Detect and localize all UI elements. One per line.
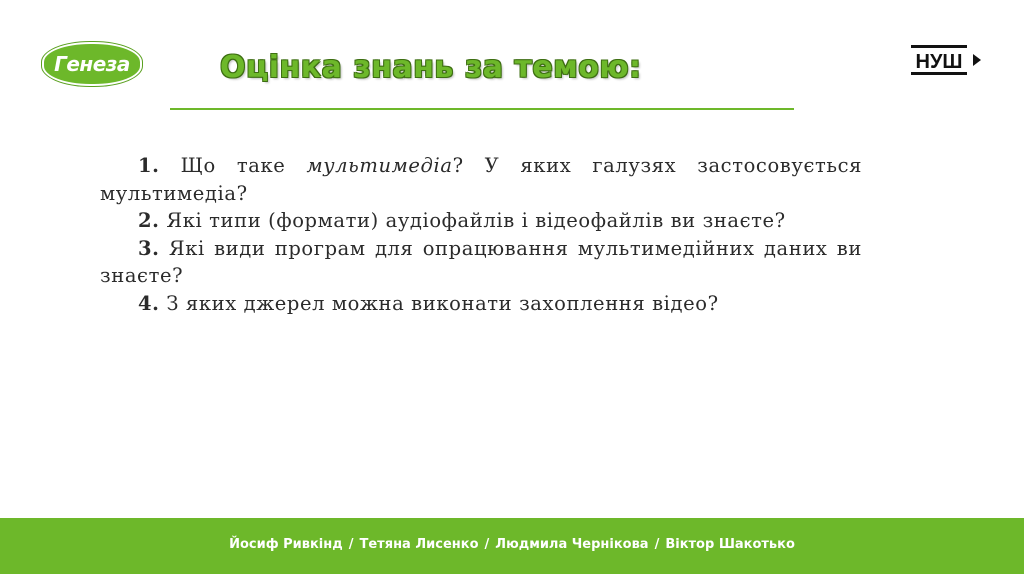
question-1 xyxy=(100,152,862,207)
author-name: Віктор Шакотько xyxy=(665,537,795,552)
question-number: 2. xyxy=(138,209,160,232)
question-text-start: Що таке xyxy=(180,154,307,177)
question-number: 4. xyxy=(138,291,160,315)
question-text: З яких джерел можна виконати захоплення відео? xyxy=(166,291,719,315)
author-name: Тетяна Лисенко xyxy=(359,537,479,552)
nush-logo-text: НУШ xyxy=(915,51,963,73)
slide-title: Оцінка знань за темою: xyxy=(220,50,642,85)
author-separator: / xyxy=(484,537,490,552)
author-name: Йосиф Ривкінд xyxy=(229,537,343,552)
question-2 xyxy=(100,207,862,235)
questions-list xyxy=(100,152,862,317)
question-text: Які види програм для опрацювання мультимедійних даних ви знаєте? xyxy=(100,236,862,287)
geneza-logo-text: Генеза xyxy=(54,52,130,76)
nush-logo-icon xyxy=(910,44,986,76)
question-number: 1. xyxy=(138,154,160,177)
title-divider xyxy=(170,108,794,110)
geneza-logo xyxy=(42,42,142,86)
question-term: мультимедіа xyxy=(306,154,453,177)
question-text-end: ? У яких галузях застосовується мультимедіа? xyxy=(100,154,862,205)
question-4 xyxy=(100,290,862,318)
author-separator: / xyxy=(654,537,660,552)
author-name: Людмила Чернікова xyxy=(495,537,649,552)
question-number: 3. xyxy=(138,236,160,260)
author-separator: / xyxy=(348,537,354,552)
question-3 xyxy=(100,235,862,290)
question-text: Які типи (формати) аудіофайлів і відеофайлів ви знаєте? xyxy=(166,209,786,232)
authors-line xyxy=(0,537,1024,552)
